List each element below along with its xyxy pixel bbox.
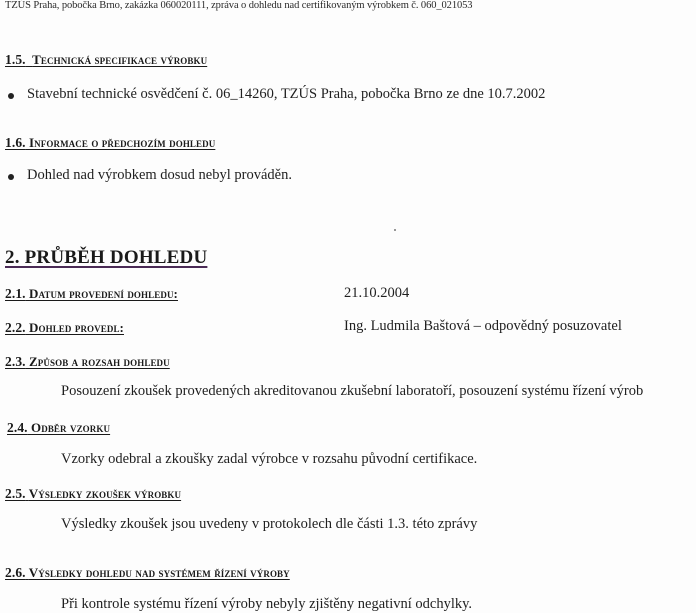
section-number: 2.2. bbox=[5, 320, 26, 335]
section-1-6-heading bbox=[5, 135, 215, 151]
bullet-icon bbox=[8, 93, 14, 99]
section-2-6-text: Při kontrole systému řízení výroby nebyly zjištěny negativní odchylky. bbox=[61, 596, 473, 612]
scan-speck bbox=[394, 229, 396, 231]
section-number: 2.5. bbox=[5, 486, 26, 501]
section-title: Způsob a rozsah dohledu bbox=[29, 354, 170, 369]
inspector-value: Ing. Ludmila Baštová – odpovědný posuzovatel bbox=[344, 318, 622, 334]
section-number: 2.4. bbox=[7, 420, 28, 435]
section-1-5-bullet-text: Stavební technické osvědčení č. 06_14260, TZÚS Praha, pobočka Brno ze dne 10.7.2002 bbox=[27, 86, 546, 102]
chapter-2-heading: 2. PRŮBĚH DOHLEDU bbox=[5, 247, 208, 268]
section-number: 2.6. bbox=[5, 565, 26, 580]
section-2-5-heading bbox=[5, 486, 181, 502]
section-2-6-heading bbox=[5, 565, 290, 581]
section-2-1-heading bbox=[5, 286, 178, 302]
section-number: 1.6. bbox=[5, 135, 26, 150]
section-number: 1.5. bbox=[5, 52, 26, 67]
section-1-6-bullet-text: Dohled nad výrobkem dosud nebyl prováděn. bbox=[27, 167, 292, 183]
section-2-3-heading bbox=[5, 354, 170, 370]
section-2-3-text: Posouzení zkoušek provedených akreditovanou zkušební laboratoří, posouzení systému řízení výrob bbox=[61, 383, 644, 399]
section-title: Výsledky zkoušek výrobku bbox=[28, 486, 182, 501]
section-title: Informace o předchozím dohledu bbox=[29, 135, 216, 150]
section-2-4-heading bbox=[7, 420, 110, 436]
section-2-4-text: Vzorky odebral a zkoušky zadal výrobce v rozsahu původní certifikace. bbox=[61, 451, 478, 467]
section-title: Odběr vzorku bbox=[31, 420, 111, 435]
section-2-2-heading bbox=[5, 320, 124, 336]
section-title: Dohled provedl: bbox=[29, 320, 124, 335]
section-title: Výsledky dohledu nad systémem řízení výroby bbox=[28, 565, 290, 580]
section-number: 2.1. bbox=[5, 286, 26, 301]
section-1-5-heading bbox=[5, 52, 207, 68]
section-title: Technická specifikace výrobku bbox=[32, 52, 208, 67]
bullet-icon bbox=[8, 174, 14, 180]
section-title: Datum provedení dohledu: bbox=[29, 286, 178, 301]
running-header: TZÚS Praha, pobočka Brno, zakázka 060020111, zpráva o dohledu nad certifikovaným výrobkem č. 060_021053 bbox=[5, 0, 473, 11]
inspection-date-value: 21.10.2004 bbox=[344, 285, 410, 301]
section-number: 2.3. bbox=[5, 354, 26, 369]
section-2-5-text: Výsledky zkoušek jsou uvedeny v protokolech dle části 1.3. této zprávy bbox=[61, 516, 478, 532]
